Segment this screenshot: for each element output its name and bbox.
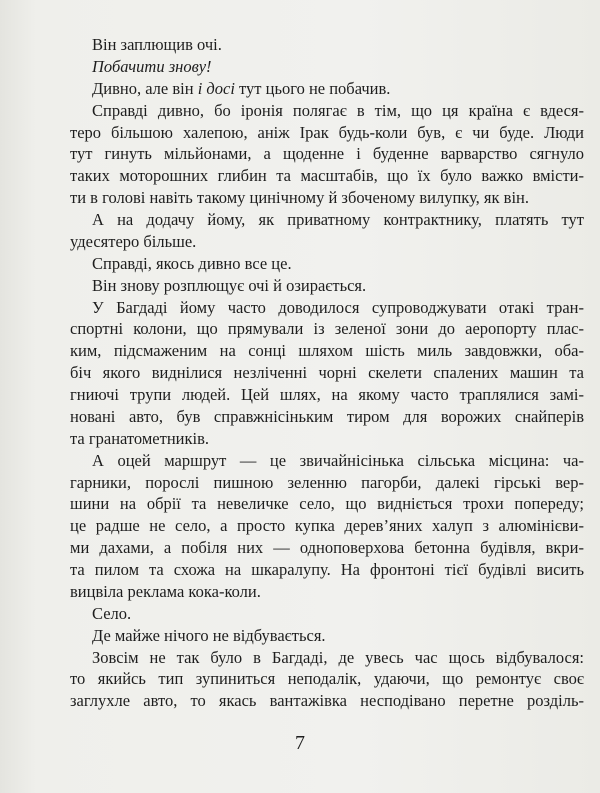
text-line: таких моторошних глибин та масштабів, що їх було важко вмісти- [70, 166, 584, 186]
text-line: та пилом та схожа на шкаралупу. На фронтоні тієї будівлі висить [70, 560, 584, 579]
emphasis: і досі [197, 78, 235, 98]
text-line: Він знову розплющує очі й озирається. [92, 275, 367, 295]
text-line: ким, підсмаженим на сонці шляхом шість миль завдовжки, оба- [70, 341, 584, 361]
text-line: ти в голові навіть такому цинічному й збоченому вилупку, як він. [70, 188, 529, 208]
text-line: та гранатометників. [70, 428, 210, 448]
text-line: тут гинуть мільйонами, а щоденне і буденне варварство сягнуло [70, 144, 584, 164]
text-line: У Багдаді йому часто доводилося супроводжувати отакі тран- [92, 297, 584, 317]
text-line [70, 78, 584, 99]
text-line: А на додачу йому, як приватному контрактнику, платять тут [92, 210, 584, 229]
text-line: ми дахами, а побіля них — одноповерхова бетонна будівля, вкри- [70, 538, 584, 558]
text-line: гниючі трупи людей. Цей шлях, на якому часто траплялися замі- [70, 385, 584, 404]
text-line: вицвіла реклама кока-коли. [70, 581, 261, 601]
text-segment: Дивно, але він [92, 78, 198, 98]
text-segment: тут цього не побачив. [234, 78, 391, 98]
text-line: Побачити знову! [92, 56, 212, 76]
page-number: 7 [295, 732, 305, 754]
text-line: А оцей маршрут — це звичайнісінька сільська місцина: ча- [92, 450, 584, 470]
text-line: Зовсім не так було в Багдаді, де увесь час щось відбувалося: [92, 647, 584, 667]
text-line: удесятеро більше. [70, 231, 197, 251]
text-line: Справді дивно, бо іронія полягає в тім, що ця країна є вдеся- [92, 100, 584, 120]
text-line: Де майже нічого не відбувається. [92, 625, 326, 645]
text-line: це радше не село, а просто купка дерев’яних халуп з алюмінієви- [70, 516, 584, 536]
text-line: Село. [92, 603, 132, 623]
text-line: біч якого виднілися незліченні чорні скелети спалених машин та [70, 363, 584, 383]
text-line: новані авто, був справжнісіньким тиром для ворожих снайперів [70, 406, 584, 426]
text-line: Справді, якось дивно все це. [92, 253, 292, 273]
body-text [70, 34, 584, 712]
text-line: теро більшою халепою, аніж Ірак будь-коли був, є чи буде. Люди [70, 122, 584, 142]
text-line: то якийсь тип зупиниться неподалік, удаючи, що ремонтує своє [70, 669, 584, 689]
text-line: спортні колони, що прямували із зеленої зони до аеропорту плас- [70, 319, 584, 339]
text-line: заглухле авто, то якась вантажівка несподівано перетне розділь- [70, 691, 584, 711]
text-line: гарники, порослі пишною зеленню пагорби, далекі гірські вер- [70, 472, 584, 492]
text-line: Він заплющив очі. [92, 35, 222, 54]
text-line: шини на обрії та невеличке село, що видніється трохи попереду; [70, 494, 584, 514]
